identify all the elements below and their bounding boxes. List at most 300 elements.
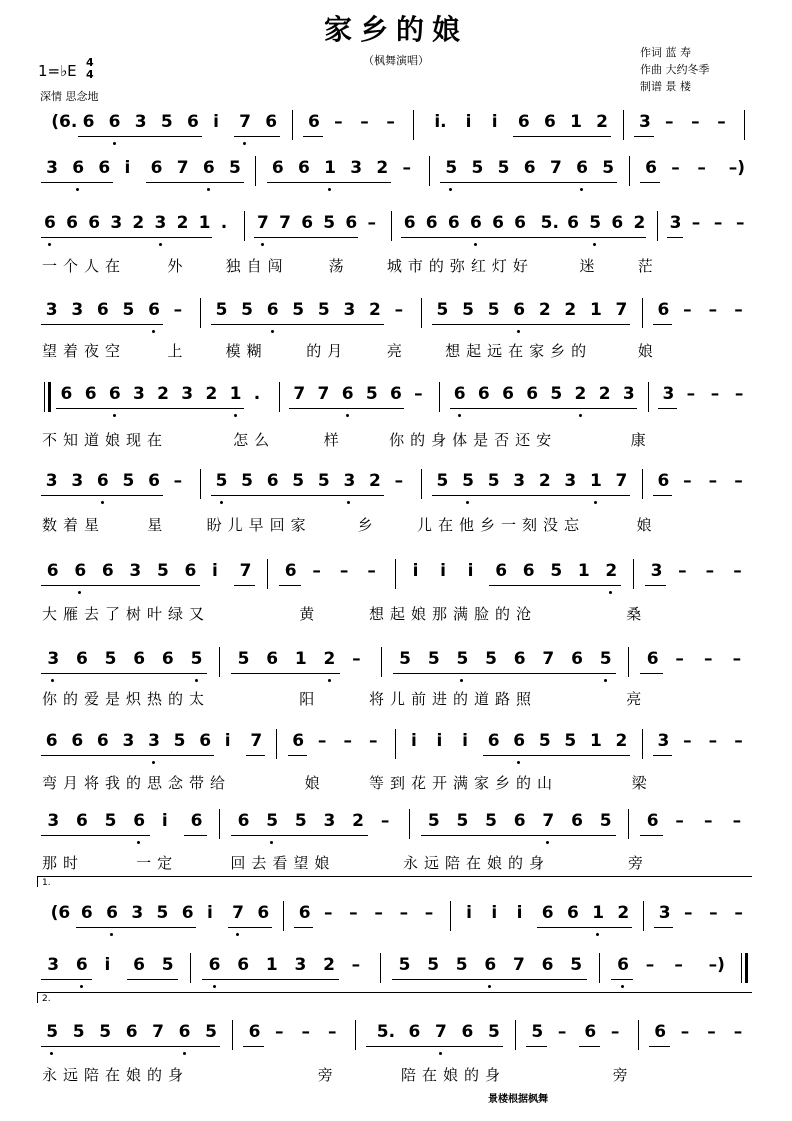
octave-dot	[328, 679, 331, 682]
lyric-chunk: 回去看望娘	[230, 854, 336, 872]
dash-extension: –	[683, 903, 693, 923]
dash-extension: –	[708, 300, 718, 320]
lyric-chunk: 等到花开满家乡的山	[369, 774, 559, 792]
note: 6	[148, 300, 160, 320]
beam-underline	[654, 927, 673, 928]
beam-underline	[489, 585, 621, 586]
octave-dot	[207, 188, 210, 191]
lyric-chunk: 亮	[386, 342, 408, 360]
beam-underline	[653, 755, 673, 756]
note: i	[161, 811, 168, 831]
lyric-chunk: 陪在娘的身	[401, 1066, 507, 1084]
note: 6	[495, 561, 508, 581]
note: 5	[122, 300, 135, 320]
beam-underline	[279, 585, 301, 586]
dash-extension: –	[275, 1022, 284, 1042]
note: 3	[131, 903, 144, 923]
beam-underline	[450, 408, 637, 409]
expression-mark: 深情 思念地	[40, 90, 99, 103]
beam-underline	[234, 136, 280, 137]
volta-second-ending	[37, 992, 752, 1003]
beam-underline	[267, 182, 392, 183]
barline	[391, 211, 392, 241]
note: 1	[294, 649, 307, 669]
note: 7	[317, 384, 330, 404]
dash-extension: –	[343, 731, 352, 751]
lyric-chunk: 盼儿早回家	[206, 516, 312, 534]
note: 5	[294, 811, 307, 831]
note: 6	[523, 158, 536, 178]
note: 3	[662, 384, 675, 404]
barline	[623, 110, 624, 140]
note: 5	[104, 649, 117, 669]
octave-dot	[546, 841, 549, 844]
lyric-chunk: 你的身体是否还安	[389, 431, 558, 449]
beam-underline	[392, 979, 586, 980]
note: 2	[352, 811, 365, 831]
note: 7	[542, 649, 555, 669]
dash-extension: –	[380, 811, 390, 831]
beam-underline	[78, 136, 202, 137]
barline	[642, 298, 643, 328]
note: 2	[615, 731, 628, 751]
note: 5	[161, 955, 174, 975]
time-signature-top: 4	[86, 56, 94, 69]
beam-underline	[41, 835, 150, 836]
note: 7	[250, 731, 263, 751]
notation-line	[0, 649, 792, 689]
note: 7	[542, 811, 555, 831]
dash-extension: –	[414, 384, 423, 404]
note: 7	[293, 384, 306, 404]
note: 3	[658, 903, 671, 923]
note: 6	[133, 649, 146, 669]
lyric-chunk: 独自闯	[225, 257, 289, 275]
note: 5.	[376, 1022, 396, 1042]
note: 5	[462, 300, 474, 320]
note: 6	[74, 561, 87, 581]
octave-dot	[137, 841, 140, 844]
time-signature-bottom: 4	[86, 68, 94, 81]
note: 5	[398, 955, 411, 975]
note: 3	[323, 811, 336, 831]
lyric-chunk: 想起娘那满脸的沧	[369, 605, 538, 623]
note: 5	[462, 471, 474, 491]
note: 6	[265, 112, 278, 132]
lyric-chunk: 康	[630, 431, 652, 449]
dash-extension: –	[394, 471, 404, 491]
barline	[599, 953, 600, 983]
note: 6	[461, 1022, 474, 1042]
octave-dot	[80, 985, 83, 988]
octave-dot	[113, 414, 116, 417]
note: 6	[611, 213, 624, 233]
note: 6	[541, 903, 554, 923]
barline	[283, 901, 284, 931]
beam-underline	[56, 408, 243, 409]
note: 5	[399, 649, 411, 669]
note: 6	[301, 213, 314, 233]
lyric-chunk: 那时	[42, 854, 85, 872]
octave-dot	[604, 679, 607, 682]
note: 6	[88, 213, 101, 233]
barline	[450, 901, 451, 931]
beam-underline	[294, 927, 313, 928]
note: i	[440, 561, 446, 581]
note: 3	[71, 300, 84, 320]
note: 6	[654, 1022, 667, 1042]
octave-dot	[460, 679, 463, 682]
barline	[439, 382, 440, 412]
beam-underline	[513, 136, 611, 137]
note: 5	[445, 158, 458, 178]
note: i	[410, 731, 417, 751]
note: 6	[133, 811, 146, 831]
dash-extension: –	[683, 300, 692, 320]
note: 2	[323, 955, 335, 975]
note: 6	[96, 471, 109, 491]
note: i	[436, 731, 443, 751]
dash-extension: –	[686, 384, 696, 404]
lyric-chunk: 弯月将我的思念带给	[42, 774, 232, 792]
barline	[628, 809, 629, 839]
lyric-chunk: 永远陪在娘的身	[403, 854, 551, 872]
note: 5	[427, 811, 440, 831]
note: 5	[241, 300, 253, 320]
beam-underline	[432, 324, 631, 325]
beam-underline	[640, 182, 660, 183]
note: 3	[47, 811, 60, 831]
barline	[219, 647, 220, 677]
note: 5	[538, 731, 551, 751]
note: 5	[365, 384, 378, 404]
lyric-chunk: 娘	[637, 342, 659, 360]
note: 5	[487, 300, 500, 320]
note: i	[491, 903, 498, 923]
octave-dot	[609, 591, 612, 594]
time-signature	[86, 57, 94, 81]
note: 6	[75, 811, 88, 831]
beam-underline	[537, 927, 632, 928]
notation-line	[0, 158, 792, 198]
note: 6	[522, 561, 535, 581]
dash-extension: –	[386, 112, 395, 132]
dash-extension: –	[675, 811, 684, 831]
octave-dot	[328, 188, 331, 191]
note: 6	[237, 955, 250, 975]
barline	[515, 1020, 516, 1050]
octave-dot	[458, 414, 461, 417]
beam-underline	[645, 585, 667, 586]
note: –)	[708, 955, 725, 975]
dash-extension: –	[352, 649, 361, 669]
note: 3	[294, 955, 307, 975]
note: 3	[350, 158, 363, 178]
note: i	[212, 561, 218, 581]
note: 6	[266, 300, 279, 320]
note: i	[104, 955, 111, 975]
lyric-chunk: 阳	[299, 690, 321, 708]
note: 5	[487, 471, 500, 491]
volta-second-label: 2.	[42, 994, 51, 1004]
lyric-chunk: 望着夜空	[42, 342, 127, 360]
dash-extension: –	[317, 731, 327, 751]
barline	[429, 156, 430, 186]
lyric-chunk: 城市的弥红灯好	[386, 257, 534, 275]
barline	[380, 953, 381, 983]
note: 6	[108, 112, 121, 132]
note: 5	[564, 731, 577, 751]
lyricist-credit: 作词 蓝 寿	[640, 46, 691, 59]
beam-underline	[76, 927, 196, 928]
beam-underline	[41, 755, 214, 756]
dash-extension: –	[734, 300, 743, 320]
note: i	[206, 903, 213, 923]
note: 3	[343, 471, 356, 491]
note: 2	[605, 561, 618, 581]
octave-dot	[159, 243, 162, 246]
performer-subtitle: （枫舞演唱）	[363, 54, 429, 67]
beam-underline	[658, 408, 676, 409]
lyric-chunk: 黄	[299, 605, 321, 623]
note: 3	[47, 649, 60, 669]
lyric-chunk: 荡	[328, 257, 350, 275]
beam-underline	[653, 495, 673, 496]
note: 6	[484, 955, 497, 975]
dash-extension: –	[732, 649, 742, 669]
notation-line	[0, 955, 792, 995]
note: 5	[497, 158, 510, 178]
note: 7	[239, 112, 251, 132]
note: 6	[266, 471, 279, 491]
repeat-end-barline	[741, 953, 748, 983]
note: 6	[148, 471, 160, 491]
note: 6	[543, 112, 556, 132]
note: 1	[229, 384, 242, 404]
beam-underline	[41, 237, 212, 238]
beam-underline	[393, 673, 616, 674]
octave-dot	[152, 330, 155, 333]
note: 1	[570, 112, 582, 132]
note: 6	[341, 384, 354, 404]
dash-extension: –	[734, 903, 743, 923]
note: 1	[198, 213, 211, 233]
note: i.	[434, 112, 447, 132]
note: 5	[173, 731, 186, 751]
note: 6	[477, 384, 490, 404]
note: 6	[541, 955, 554, 975]
note: 5	[456, 811, 469, 831]
dash-extension: –	[733, 561, 742, 581]
note: 6	[84, 384, 97, 404]
lyric-chunk: 旁	[612, 1066, 634, 1084]
note: 5	[237, 649, 250, 669]
repeat-start-barline	[44, 382, 51, 412]
beam-underline	[41, 495, 163, 496]
beam-underline	[211, 495, 384, 496]
barline	[381, 647, 382, 677]
note: 6	[567, 213, 580, 233]
octave-dot	[488, 985, 491, 988]
note: 3	[650, 561, 663, 581]
note: 5	[589, 213, 602, 233]
beam-underline	[440, 182, 617, 183]
barline	[413, 110, 414, 140]
note: 5	[317, 300, 330, 320]
barline	[292, 110, 293, 140]
note: 5	[190, 649, 203, 669]
note: 5	[292, 300, 305, 320]
note: 6	[82, 112, 95, 132]
lyric-chunk: 将儿前进的道路照	[369, 690, 538, 708]
beam-underline	[421, 835, 616, 836]
lyric-chunk: 桑	[626, 605, 648, 623]
note: 6	[133, 955, 145, 975]
beam-underline	[254, 237, 358, 238]
dash-extension: –	[301, 1022, 311, 1042]
note: i	[465, 112, 472, 132]
note: 7	[615, 471, 628, 491]
dash-extension: –	[732, 811, 742, 831]
note: 6	[308, 112, 320, 132]
note: 6	[237, 811, 250, 831]
dash-extension: –	[610, 1022, 620, 1042]
dash-extension: –	[645, 955, 655, 975]
note: 6	[345, 213, 358, 233]
note: 2	[564, 300, 577, 320]
note: i	[224, 731, 231, 751]
lyric-chunk: 永远陪在娘的身	[42, 1066, 190, 1084]
note: 5	[266, 811, 279, 831]
barline	[744, 110, 745, 140]
beam-underline	[41, 979, 92, 980]
dash-extension: –	[683, 731, 692, 751]
note: 2	[132, 213, 145, 233]
note: –)	[728, 158, 745, 178]
beam-underline	[184, 835, 207, 836]
beam-underline	[288, 755, 308, 756]
dash-extension: –	[704, 649, 713, 669]
note: 6	[513, 731, 526, 751]
dash-extension: –	[424, 903, 434, 923]
dash-extension: –	[708, 471, 718, 491]
note: 6	[161, 649, 174, 669]
dash-extension: –	[349, 903, 358, 923]
note: 1	[589, 471, 602, 491]
octave-dot	[621, 985, 624, 988]
note: 6	[526, 384, 539, 404]
note: 6	[447, 213, 460, 233]
note: 5	[46, 1022, 59, 1042]
barline	[395, 729, 396, 759]
note: 6	[390, 384, 402, 404]
dash-extension: –	[713, 213, 723, 233]
note: 2	[376, 158, 389, 178]
barline	[255, 156, 256, 186]
note: 6	[513, 300, 526, 320]
note: 3	[181, 384, 194, 404]
note: 6	[292, 731, 305, 751]
lyric-chunk: 一定	[136, 854, 179, 872]
note: 5	[436, 471, 449, 491]
notation-line	[0, 811, 792, 851]
lyric-chunk: 梁	[631, 774, 653, 792]
note: 6	[75, 955, 88, 975]
note: 5	[241, 471, 253, 491]
note: 6	[487, 731, 500, 751]
note: 6	[403, 213, 416, 233]
dash-extension: –	[709, 903, 718, 923]
barline	[190, 953, 191, 983]
beam-underline	[667, 237, 683, 238]
note: 7	[279, 213, 291, 233]
note: 5	[215, 471, 228, 491]
beam-underline	[146, 182, 245, 183]
notation-line	[0, 561, 792, 601]
lyric-chunk: 大雁去了树叶绿又	[42, 605, 211, 623]
note: 5.	[540, 213, 559, 233]
dash-extension: –	[374, 903, 383, 923]
note: 6	[75, 649, 88, 669]
barline	[633, 559, 634, 589]
lyric-chunk: 乡	[357, 516, 379, 534]
octave-dot	[593, 243, 596, 246]
note: 6	[257, 903, 270, 923]
octave-dot	[517, 330, 520, 333]
dash-extension: –	[707, 1022, 716, 1042]
barline	[643, 901, 644, 931]
octave-dot	[474, 243, 477, 246]
beam-underline	[228, 927, 272, 928]
note: 1	[589, 731, 602, 751]
note: 6	[425, 213, 438, 233]
beam-underline	[231, 835, 368, 836]
lyric-chunk: 数着星	[42, 516, 106, 534]
dash-extension: –	[704, 811, 713, 831]
barline	[642, 469, 643, 499]
note: 3	[513, 471, 526, 491]
note: 6	[186, 112, 199, 132]
note: 6	[72, 158, 85, 178]
beam-underline	[366, 1046, 503, 1047]
notation-line	[0, 903, 792, 943]
lyric-chunk: 星	[147, 516, 169, 534]
note: 3	[134, 112, 147, 132]
lyric-chunk: 儿在他乡一刻没忘	[417, 516, 586, 534]
barline	[200, 469, 201, 499]
dash-extension: –	[734, 384, 744, 404]
beam-underline	[303, 136, 323, 137]
note: 6	[298, 158, 310, 178]
note: 5	[205, 1022, 217, 1042]
beam-underline	[231, 673, 340, 674]
note: 3	[110, 213, 123, 233]
note: 6	[469, 213, 482, 233]
notation-line	[0, 384, 792, 424]
note: 5	[485, 649, 497, 669]
note: 6	[44, 213, 56, 233]
lyric-chunk: 的月	[306, 342, 349, 360]
note: i	[467, 561, 474, 581]
octave-dot	[78, 591, 81, 594]
notation-line	[0, 213, 792, 253]
octave-dot	[594, 501, 597, 504]
dash-extension: –	[671, 158, 680, 178]
dash-extension: –	[733, 1022, 743, 1042]
note: 6	[46, 561, 59, 581]
lyric-chunk: 旁	[317, 1066, 339, 1084]
note: 6	[199, 731, 212, 751]
